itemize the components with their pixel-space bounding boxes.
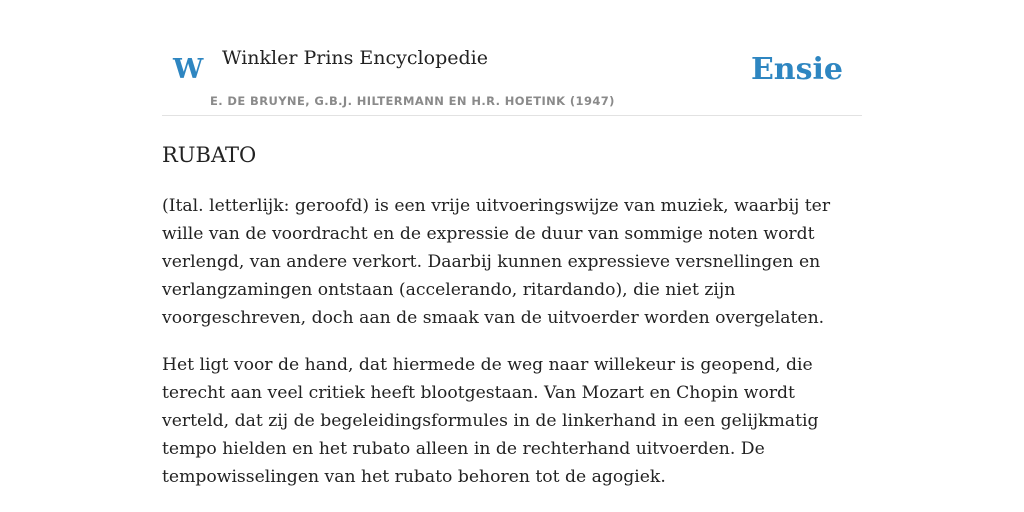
article-paragraph: (Ital. letterlijk: geroofd) is een vrije uitvoeringswijze van muziek, waarbij ter wille van de voordracht en de expressie de duur van sommige noten wordt verlengd, van andere verkort. Daarbij kunnen expressieve versnellingen en verlangzamingen ontstaan (accelerando, ritardando), die niet zijn voorgeschreven, doch aan de smaak van de uitvoerder worden overgelaten. bbox=[162, 196, 831, 328]
page-container bbox=[162, 0, 862, 487]
publication-logo[interactable]: W bbox=[173, 54, 204, 85]
publication-title[interactable]: Winkler Prins Encyclopedie bbox=[222, 47, 488, 69]
brand-logo[interactable]: Ensie bbox=[750, 52, 843, 87]
article-paragraph: Het ligt voor de hand, dat hiermede de weg naar willekeur is geopend, die terecht aan veel critiek heeft blootgestaan. Van Mozart en Chopin wordt verteld, dat zij de begeleidingsformules in de linkerhand in een gelijkmatig tempo hielden en het rubato alleen in de rechterhand uitvoerden. De tempowisselingen van het rubato behoren tot de agogiek. bbox=[162, 355, 819, 487]
authors-line: E. DE BRUYNE, G.B.J. HILTERMANN EN H.R. HOETINK (1947) bbox=[210, 94, 615, 108]
header bbox=[162, 0, 862, 116]
article-title: RUBATO bbox=[162, 143, 257, 167]
